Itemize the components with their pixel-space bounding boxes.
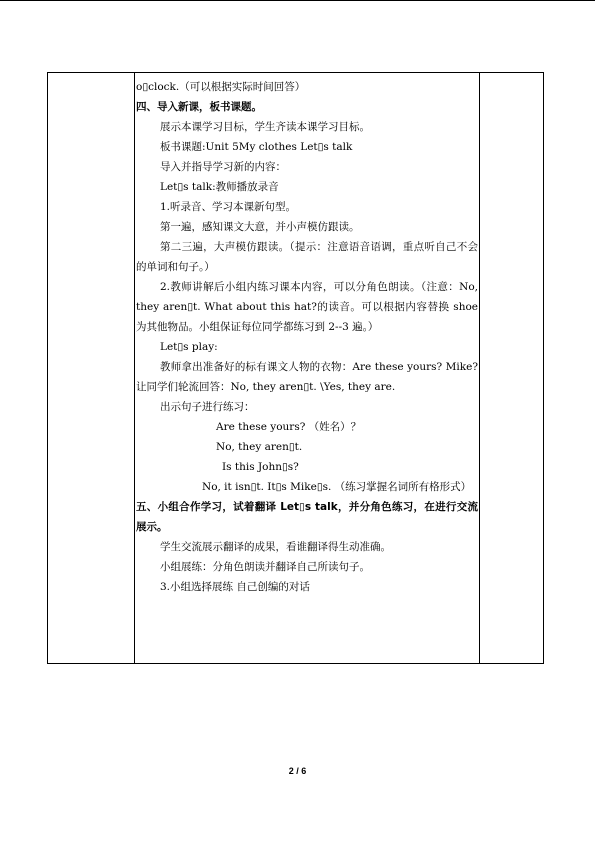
page-number: 2 / 6: [288, 766, 307, 776]
text-line: 小组展练：分角色朗读并翻译自己所读句子。: [160, 561, 370, 573]
text-line: Let▯s talk:教师播放录音: [160, 181, 279, 193]
text-line: Let▯s play:: [160, 341, 218, 353]
practice-sentence: Is this John▯s?: [222, 461, 299, 473]
text-line: 学生交流展示翻译的成果，看谁翻译得生动准确。: [160, 541, 391, 553]
lesson-content: [136, 77, 478, 597]
text-line: 1.听录音、学习本课新句型。: [160, 201, 297, 213]
text-line: o▯clock.（可以根据实际时间回答）: [136, 81, 306, 93]
text-paragraph: 2.教师讲解后小组内练习课本内容，可以分角色朗读。（注意：No, they aren▯t. What about this hat?的读音。可以根据内容替换 shoe 为其他物品。小组保证每位同学都练习到 2--3 遍。）: [136, 281, 478, 333]
practice-sentence: No, it isn▯t. It▯s Mike▯s. （练习掌握名词所有格形式）: [202, 481, 472, 493]
top-rule: [0, 0, 595, 1]
text-line: 展示本课学习目标，学生齐读本课学习目标。: [160, 121, 370, 133]
practice-sentence: No, they aren▯t.: [216, 441, 303, 453]
text-line: 导入并指导学习新的内容：: [160, 161, 286, 173]
column-divider-left: [134, 73, 135, 663]
section-heading: 四、导入新课，板书课题。: [136, 101, 262, 113]
practice-sentence: Are these yours? （姓名）？: [216, 421, 362, 433]
text-line: 第一遍，感知课文大意，并小声模仿跟读。: [160, 221, 360, 233]
column-divider-right: [479, 73, 480, 663]
text-paragraph: 教师拿出准备好的标有课文人物的衣物：Are these yours? Mike? 让同学们轮流回答：No, they aren▯t. \Yes, they are.: [136, 361, 478, 393]
text-line: 板书课题:Unit 5My clothes Let▯s talk: [160, 141, 353, 153]
text-paragraph: 第二三遍，大声模仿跟读。（提示：注意语音语调，重点听自己不会的单词和句子。）: [136, 241, 478, 273]
text-line: 出示句子进行练习：: [160, 401, 255, 413]
section-heading: 五、小组合作学习，试着翻译 Let▯s talk，并分角色练习，在进行交流展示。: [136, 501, 478, 533]
text-line: 3.小组选择展练 自己创编的对话: [160, 581, 310, 593]
